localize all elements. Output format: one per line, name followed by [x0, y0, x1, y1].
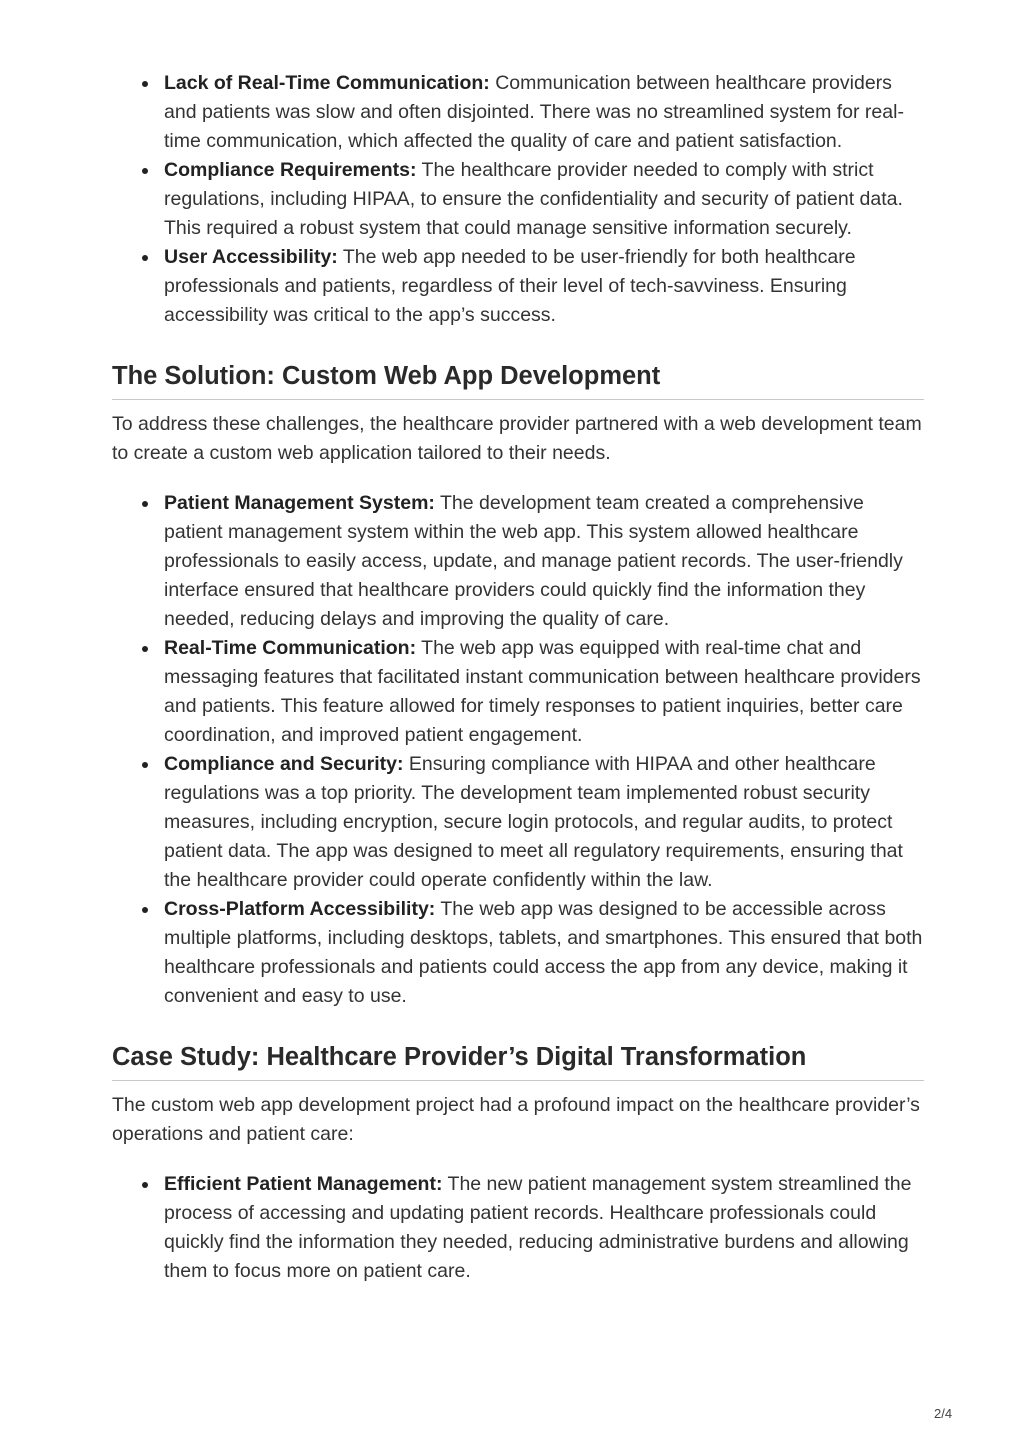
list-item-title: User Accessibility: — [164, 246, 338, 268]
list-item — [164, 69, 924, 156]
list-item-text: The web app needed to be user-friendly for both healthcare professionals and patients, regardless of their level of tech-savviness. Ensuring accessibility was critical to the app’s success. — [164, 246, 856, 326]
bullet-icon — [142, 646, 148, 652]
challenges-list — [112, 69, 924, 330]
list-item-text: The new patient management system streamlined the process of accessing and updating patient records. Healthcare professionals could quickly find the information they needed, reducing administrative burdens and allowing them to focus more on patient care. — [164, 1173, 912, 1282]
list-item — [164, 489, 924, 634]
bullet-icon — [142, 762, 148, 768]
bullet-icon — [142, 168, 148, 174]
list-item-text: The web app was equipped with real-time chat and messaging features that facilitated instant communication between healthcare providers and patients. This feature allowed for timely responses to patient inquiries, better care coordination, and improved patient engagement. — [164, 637, 921, 746]
list-item — [164, 895, 924, 1011]
case-study-heading: Case Study: Healthcare Provider’s Digital Transformation — [112, 1043, 924, 1081]
bullet-icon — [142, 501, 148, 507]
list-item — [164, 1170, 924, 1286]
list-item-title: Cross-Platform Accessibility: — [164, 898, 436, 920]
bullet-icon — [142, 1182, 148, 1188]
solution-intro: To address these challenges, the healthcare provider partnered with a web development team to create a custom web application tailored to their needs. — [112, 413, 922, 464]
list-item-title: Real-Time Communication: — [164, 637, 417, 659]
document-page — [112, 69, 924, 1286]
list-item — [164, 634, 924, 750]
solution-list — [112, 489, 924, 1011]
list-item-title: Lack of Real-Time Communication: — [164, 72, 490, 94]
bullet-icon — [142, 255, 148, 261]
list-item-text: The web app was designed to be accessible across multiple platforms, including desktops, tablets, and smartphones. This ensured that both healthcare professionals and patients could access the app from any device, making it convenient and easy to use. — [164, 898, 923, 1007]
solution-heading: The Solution: Custom Web App Development — [112, 362, 924, 400]
case-study-list — [112, 1170, 924, 1286]
list-item-title: Patient Management System: — [164, 492, 435, 514]
list-item — [164, 750, 924, 895]
bullet-icon — [142, 907, 148, 913]
case-study-intro: The custom web app development project had a profound impact on the healthcare provider’s operations and patient care: — [112, 1094, 920, 1145]
list-item-title: Compliance Requirements: — [164, 159, 417, 181]
list-item-text: Communication between healthcare providers and patients was slow and often disjointed. There was no streamlined system for real-time communication, which affected the quality of care and patient satisfaction. — [164, 72, 904, 152]
list-item — [164, 156, 924, 243]
list-item-title: Efficient Patient Management: — [164, 1173, 443, 1195]
list-item — [164, 243, 924, 330]
list-item-title: Compliance and Security: — [164, 753, 404, 775]
bullet-icon — [142, 81, 148, 87]
list-item-text: The healthcare provider needed to comply with strict regulations, including HIPAA, to ensure the confidentiality and security of patient data. This required a robust system that could manage sensitive information securely. — [164, 159, 903, 239]
list-item-text: The development team created a comprehensive patient management system within the web app. This system allowed healthcare professionals to easily access, update, and manage patient records. The user-friendly interface ensured that healthcare providers could quickly find the information they needed, reducing delays and improving the quality of care. — [164, 492, 903, 630]
list-item-text: Ensuring compliance with HIPAA and other healthcare regulations was a top priority. The development team implemented robust security measures, including encryption, secure login protocols, and regular audits, to protect patient data. The app was designed to meet all regulatory requirements, ensuring that the healthcare provider could operate confidently within the law. — [164, 753, 903, 891]
page-number: 2/4 — [934, 1406, 953, 1421]
